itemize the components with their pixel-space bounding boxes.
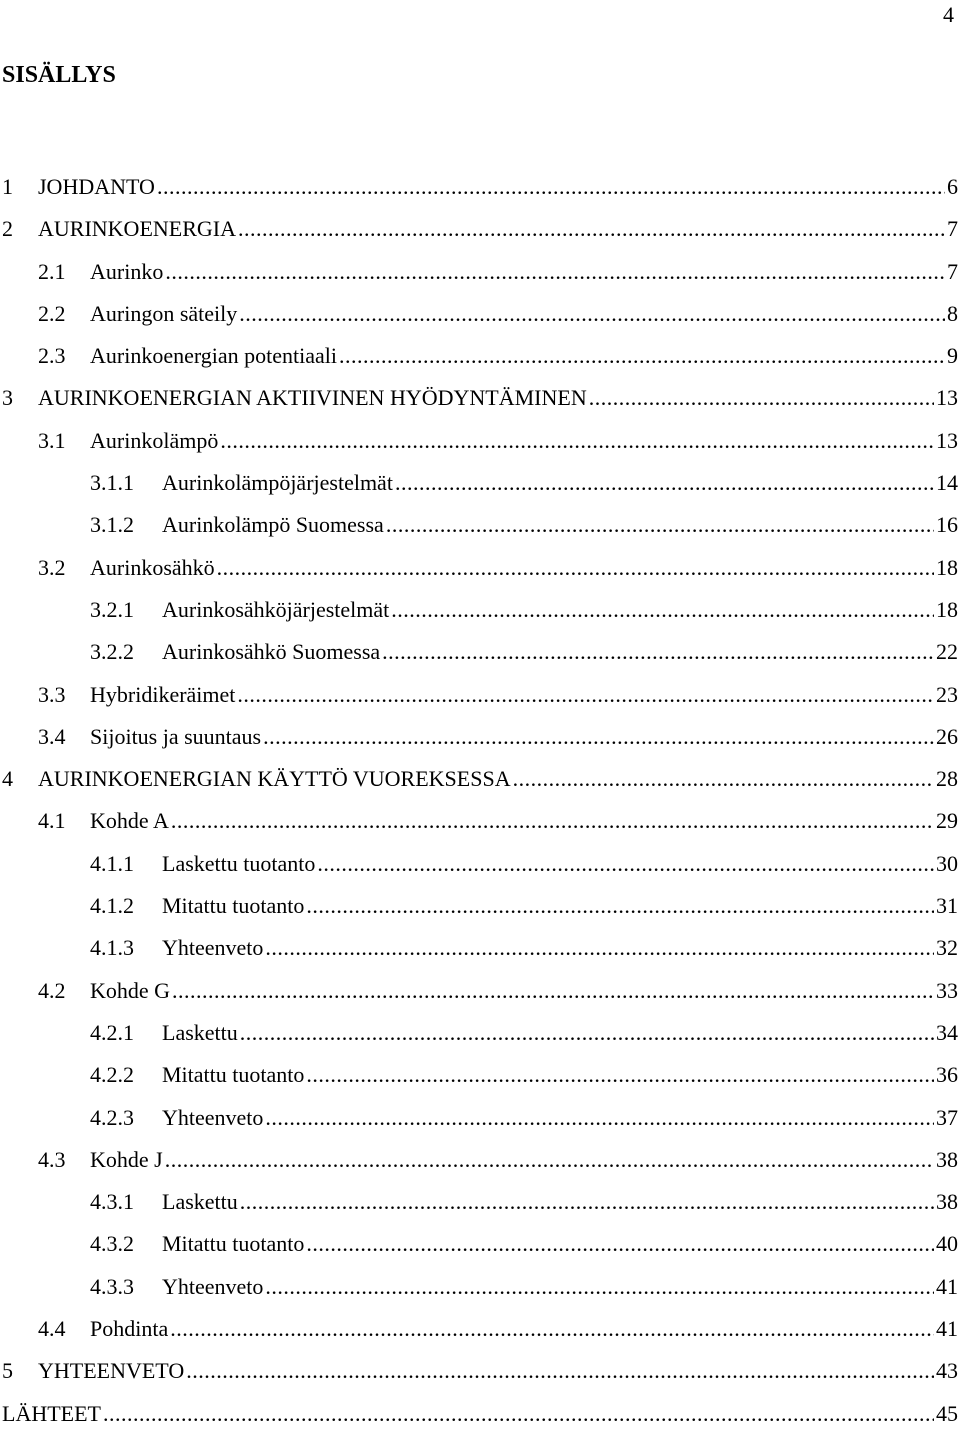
dot-leader bbox=[306, 1223, 934, 1265]
toc-entry-title: Aurinkosähköjärjestelmät bbox=[162, 596, 390, 622]
toc-entry[interactable] bbox=[0, 589, 960, 631]
toc-entry-number: 3.3 bbox=[38, 681, 66, 707]
dot-leader bbox=[265, 1097, 934, 1139]
toc-entry-title: Auringon säteily bbox=[90, 300, 238, 326]
toc-entry[interactable] bbox=[0, 462, 960, 504]
toc-entry-number: 3.2 bbox=[38, 554, 66, 580]
dot-leader bbox=[165, 1139, 934, 1181]
toc-entry-title: Aurinkosähkö bbox=[90, 554, 215, 580]
dot-leader bbox=[171, 800, 934, 842]
toc-entry-number: 2.2 bbox=[38, 300, 66, 326]
toc-entry-page: 33 bbox=[936, 977, 958, 1003]
dot-leader bbox=[265, 927, 934, 969]
toc-entry[interactable] bbox=[0, 293, 960, 335]
toc-entry[interactable] bbox=[0, 547, 960, 589]
toc-entry-number: 4.1.3 bbox=[90, 935, 134, 961]
toc-entry-page: 41 bbox=[936, 1273, 958, 1299]
dot-leader bbox=[306, 1054, 934, 1096]
toc-entry-number: 4.3 bbox=[38, 1146, 66, 1172]
toc-entry-number: 3.2.1 bbox=[90, 596, 134, 622]
toc-entry-page: 36 bbox=[936, 1062, 958, 1088]
dot-leader bbox=[306, 885, 934, 927]
toc-entry[interactable] bbox=[0, 377, 960, 419]
toc-entry-title: Yhteenveto bbox=[162, 1273, 264, 1299]
toc-entry-page: 8 bbox=[947, 300, 958, 326]
toc-entry-title: Aurinkoenergian potentiaali bbox=[90, 343, 338, 369]
toc-entry[interactable] bbox=[0, 208, 960, 250]
dot-leader bbox=[589, 377, 934, 419]
toc-entry[interactable] bbox=[0, 251, 960, 293]
toc-entry-title: AURINKOENERGIAN AKTIIVINEN HYÖDYNTÄMINEN bbox=[38, 385, 587, 411]
toc-entry-number: 4 bbox=[2, 766, 13, 792]
toc-entry[interactable] bbox=[0, 1054, 960, 1096]
toc-entry-number: 4.3.2 bbox=[90, 1231, 134, 1257]
dot-leader bbox=[103, 1393, 934, 1435]
toc-entry-page: 26 bbox=[936, 723, 958, 749]
toc-entry-page: 38 bbox=[936, 1189, 958, 1215]
toc-entry-page: 13 bbox=[936, 427, 958, 453]
toc-entry[interactable] bbox=[0, 885, 960, 927]
dot-leader bbox=[157, 166, 945, 208]
toc-entry-page: 40 bbox=[936, 1231, 958, 1257]
toc-entry[interactable] bbox=[0, 1393, 960, 1435]
toc-entry-number: 4.1.1 bbox=[90, 850, 134, 876]
toc-entry[interactable] bbox=[0, 843, 960, 885]
toc-entry-number: 4.2.1 bbox=[90, 1019, 134, 1045]
toc-entry[interactable] bbox=[0, 1012, 960, 1054]
toc-entry[interactable] bbox=[0, 800, 960, 842]
toc-entry[interactable] bbox=[0, 1266, 960, 1308]
toc-entry-page: 9 bbox=[947, 343, 958, 369]
toc-entry-page: 29 bbox=[936, 808, 958, 834]
toc-entry-number: 4.2 bbox=[38, 977, 66, 1003]
toc-entry-number: 3.1.2 bbox=[90, 512, 134, 538]
toc-entry-number: 4.1 bbox=[38, 808, 66, 834]
toc-entry-page: 34 bbox=[936, 1019, 958, 1045]
toc-entry-number: 4.4 bbox=[38, 1316, 66, 1342]
toc-entry-number: 1 bbox=[2, 174, 13, 199]
dot-leader bbox=[172, 970, 934, 1012]
dot-leader bbox=[513, 758, 934, 800]
toc-entry-title: Mitattu tuotanto bbox=[162, 1062, 305, 1088]
toc-entry-title: Laskettu tuotanto bbox=[162, 850, 316, 876]
toc-entry-number: 2 bbox=[2, 216, 13, 242]
toc-entry[interactable] bbox=[0, 1181, 960, 1223]
toc-entry-number: 3.1 bbox=[38, 427, 66, 453]
toc-entry-title: Aurinko bbox=[90, 258, 164, 284]
toc-entry[interactable] bbox=[0, 1223, 960, 1265]
dot-leader bbox=[217, 547, 934, 589]
toc-entry-page: 7 bbox=[947, 216, 958, 242]
toc-entry-number: 4.3.1 bbox=[90, 1189, 134, 1215]
toc-entry-title: Aurinkolämpö bbox=[90, 427, 219, 453]
toc-entry-title: Kohde A bbox=[90, 808, 169, 834]
dot-leader bbox=[240, 1181, 934, 1223]
toc-entry-number: 5 bbox=[2, 1358, 13, 1384]
toc-entry[interactable] bbox=[0, 927, 960, 969]
toc-entry[interactable] bbox=[0, 166, 960, 208]
toc-entry[interactable] bbox=[0, 674, 960, 716]
toc-entry[interactable] bbox=[0, 335, 960, 377]
toc-entry-title: AURINKOENERGIAN KÄYTTÖ VUOREKSESSA bbox=[38, 766, 511, 792]
dot-leader bbox=[240, 1012, 934, 1054]
page-number: 4 bbox=[943, 2, 954, 27]
dot-leader bbox=[395, 462, 934, 504]
toc-entry-title: Aurinkolämpöjärjestelmät bbox=[162, 470, 393, 496]
toc-entry-title: Kohde G bbox=[90, 977, 171, 1003]
toc-entry-title: Sijoitus ja suuntaus bbox=[90, 723, 262, 749]
toc-entry-number: 3.2.2 bbox=[90, 639, 134, 665]
toc-entry[interactable] bbox=[0, 1350, 960, 1392]
toc-entry-title: JOHDANTO bbox=[38, 174, 155, 199]
toc-entry-title: Yhteenveto bbox=[162, 935, 264, 961]
toc-entry-title: LÄHTEET bbox=[2, 1400, 101, 1426]
toc-entry-page: 7 bbox=[947, 258, 958, 284]
dot-leader bbox=[186, 1350, 934, 1392]
toc-entry-title: Hybridikeräimet bbox=[90, 681, 236, 707]
toc-entry-title: AURINKOENERGIA bbox=[38, 216, 236, 242]
toc-title: SISÄLLYS bbox=[2, 62, 116, 88]
toc-entry[interactable] bbox=[0, 1139, 960, 1181]
dot-leader bbox=[238, 208, 945, 250]
dot-leader bbox=[237, 674, 934, 716]
toc-entry[interactable] bbox=[0, 631, 960, 673]
toc-entry-title: Pohdinta bbox=[90, 1316, 169, 1342]
dot-leader bbox=[265, 1266, 934, 1308]
toc-entry-title: YHTEENVETO bbox=[38, 1358, 185, 1384]
toc-entry-title: Laskettu bbox=[162, 1189, 238, 1215]
toc-entry-page: 31 bbox=[936, 893, 958, 919]
dot-leader bbox=[317, 843, 934, 885]
toc-entry-number: 3.4 bbox=[38, 723, 66, 749]
toc-entry-number: 2.3 bbox=[38, 343, 66, 369]
toc-entry-title: Mitattu tuotanto bbox=[162, 1231, 305, 1257]
dot-leader bbox=[386, 504, 934, 546]
toc-entry-page: 18 bbox=[936, 596, 958, 622]
toc-entry-number: 3 bbox=[2, 385, 13, 411]
toc-entry-number: 4.2.3 bbox=[90, 1104, 134, 1130]
toc-entry[interactable] bbox=[0, 504, 960, 546]
toc-entry-title: Laskettu bbox=[162, 1019, 238, 1045]
toc-entry-page: 23 bbox=[936, 681, 958, 707]
toc-entry-title: Aurinkosähkö Suomessa bbox=[162, 639, 381, 665]
dot-leader bbox=[170, 1308, 934, 1350]
dot-leader bbox=[165, 251, 945, 293]
toc-entry-page: 32 bbox=[936, 935, 958, 961]
dot-leader bbox=[239, 293, 945, 335]
toc-entry[interactable] bbox=[0, 758, 960, 800]
toc-entry-page: 30 bbox=[936, 850, 958, 876]
toc-entry[interactable] bbox=[0, 1308, 960, 1350]
toc-entry-title: Aurinkolämpö Suomessa bbox=[162, 512, 384, 538]
toc-entry-title: Yhteenveto bbox=[162, 1104, 264, 1130]
toc-entry-page: 37 bbox=[936, 1104, 958, 1130]
toc-entry-page: 16 bbox=[936, 512, 958, 538]
toc-entry[interactable] bbox=[0, 1097, 960, 1139]
toc-entry-page: 38 bbox=[936, 1146, 958, 1172]
dot-leader bbox=[339, 335, 945, 377]
toc-entry-page: 41 bbox=[936, 1316, 958, 1342]
toc-entry-page: 43 bbox=[936, 1358, 958, 1384]
toc-entry-page: 45 bbox=[936, 1400, 958, 1426]
toc-entry-page: 18 bbox=[936, 554, 958, 580]
toc-entry-page: 14 bbox=[936, 470, 958, 496]
toc-entry-page: 28 bbox=[936, 766, 958, 792]
toc-entry-number: 2.1 bbox=[38, 258, 66, 284]
toc-entry-page: 6 bbox=[947, 174, 958, 199]
dot-leader bbox=[263, 716, 934, 758]
dot-leader bbox=[382, 631, 934, 673]
toc-entry-number: 3.1.1 bbox=[90, 470, 134, 496]
toc-entry[interactable] bbox=[0, 420, 960, 462]
toc-entry-page: 22 bbox=[936, 639, 958, 665]
table-of-contents bbox=[0, 166, 960, 1435]
dot-leader bbox=[391, 589, 934, 631]
toc-entry-page: 13 bbox=[936, 385, 958, 411]
toc-entry-title: Mitattu tuotanto bbox=[162, 893, 305, 919]
toc-entry[interactable] bbox=[0, 716, 960, 758]
toc-entry-number: 4.1.2 bbox=[90, 893, 134, 919]
toc-entry[interactable] bbox=[0, 970, 960, 1012]
toc-entry-number: 4.3.3 bbox=[90, 1273, 134, 1299]
toc-entry-number: 4.2.2 bbox=[90, 1062, 134, 1088]
dot-leader bbox=[220, 420, 934, 462]
toc-entry-title: Kohde J bbox=[90, 1146, 163, 1172]
